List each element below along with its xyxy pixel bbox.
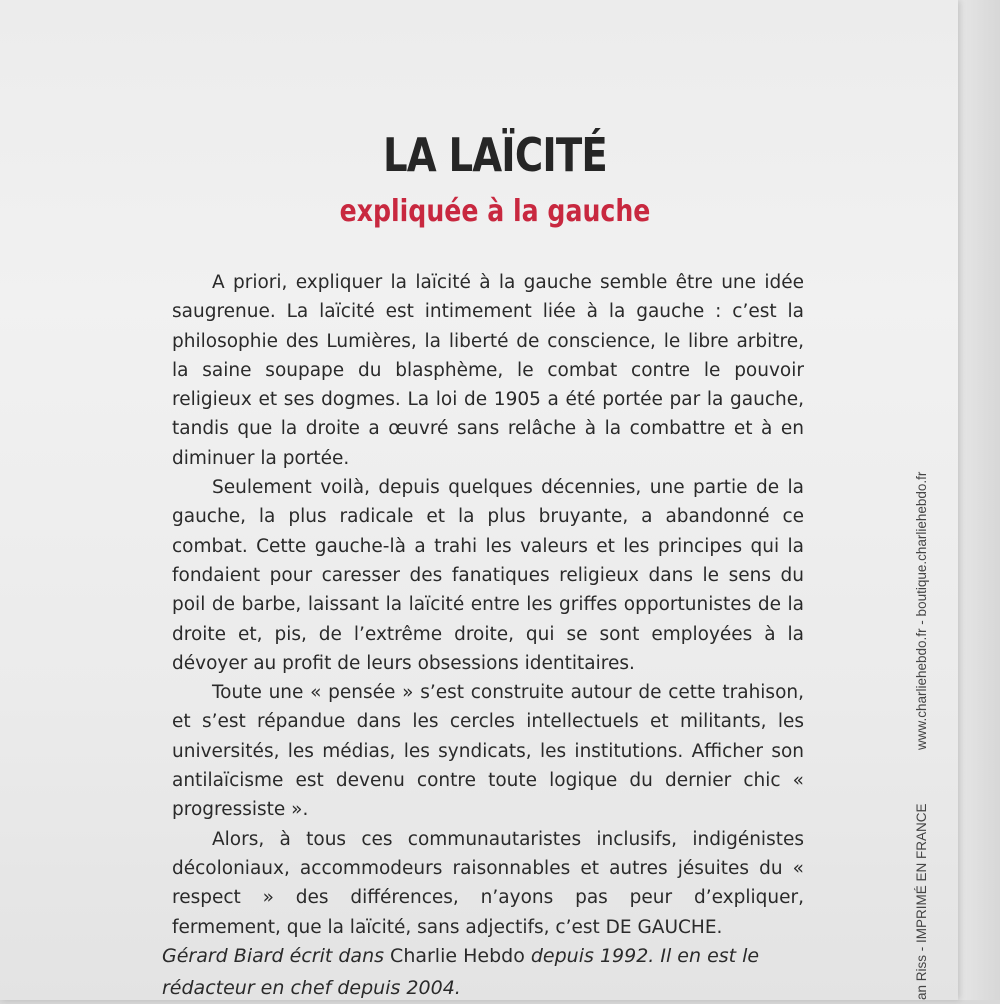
blurb-paragraph-1: A priori, expliquer la laïcité à la gauche semble être une idée saugrenue. La laïcité est intimement liée à la gauche : c’est la philosophie des Lumières, la liberté de conscience, le libre arbitre, la saine soupape du blasphème, le combat contre le pouvoir religieux et ses dogmes. La loi de 1905 a été portée par la gauche, tandis que la droite a œuvré sans relâche à la combattre et à en diminuer la portée. (172, 272, 804, 469)
blurb-text (172, 268, 804, 942)
blurb-paragraph-2: Seulement voilà, depuis quelques décennies, une partie de la gauche, la plus radicale et la plus bruyante, a abandonné ce combat. Cette gauche-là a trahi les valeurs et les principes qui la fondaient pour caresser des fanatiques religieux dans le sens du poil de barbe, laissant la laïcité entre les griffes opportunistes de la droite et, pis, de l’extrême droite, qui se sont employées à la dévoyer au profit de leurs obsessions identitaires. (172, 477, 804, 674)
author-bio-part-1: Gérard Biard écrit dans (162, 945, 391, 967)
author-bio-part-2: depuis 1992. Il en est le rédacteur en chef depuis 2004. (162, 945, 760, 999)
author-bio (162, 940, 822, 1004)
blurb-paragraph-3: Toute une « pensée » s’est construite autour de cette trahison, et s’est répandue dans les cercles intellectuels et militants, les universités, les médias, les syndicats, les institutions. Afficher son antilaïcisme est devenu contre toute logique du dernier chic « progressiste ». (172, 682, 804, 821)
spine-print-text: an Riss - IMPRIMÉ EN FRANCE (914, 803, 929, 1000)
publication-name: Charlie Hebdo (390, 945, 525, 967)
blurb-paragraph-4: Alors, à tous ces communautaristes inclusifs, indigénistes décoloniaux, accommodeurs raisonnables et autres jésuites du « respect » des différences, n’ayons pas peur d’expliquer, fermement, que la laïcité, sans adjectifs, c’est DE GAUCHE. (172, 828, 804, 938)
spine-website-text: www.charliehebdo.fr - boutique.charliehebdo.fr (914, 471, 929, 750)
book-subtitle: expliquée à la gauche (339, 194, 651, 229)
book-title: LA LAÏCITÉ (383, 128, 607, 182)
